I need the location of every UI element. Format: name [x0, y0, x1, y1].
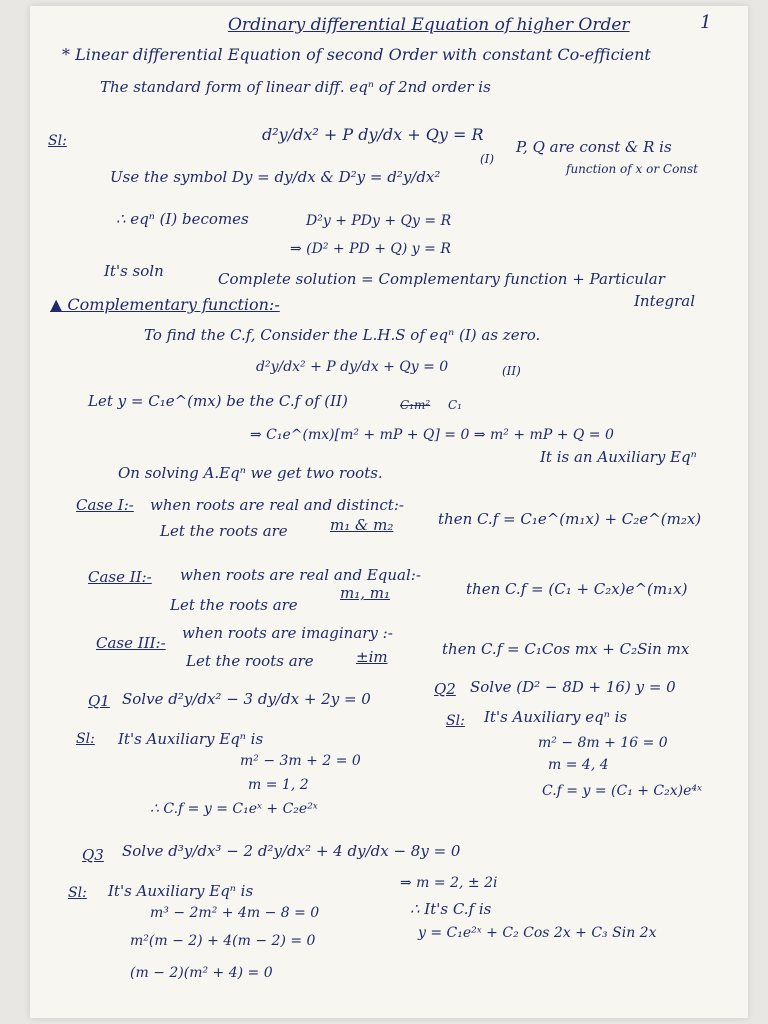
- case3-cf: then C.f = C₁Cos mx + C₂Sin mx: [442, 640, 690, 658]
- q1-aux-label: It's Auxiliary Eqⁿ is: [118, 730, 264, 748]
- q3-cf-label: ∴ It's C.f is: [410, 900, 492, 918]
- pq-note-line1: P, Q are const & R is: [516, 138, 672, 156]
- on-solving: On solving A.Eqⁿ we get two roots.: [118, 464, 383, 482]
- case2-cf: then C.f = (C₁ + C₂x)e^(m₁x): [466, 580, 688, 598]
- q2-aux-equation: m² − 8m + 16 = 0: [538, 735, 668, 751]
- q1-question: Solve d²y/dx² − 3 dy/dx + 2y = 0: [122, 690, 371, 708]
- q2-roots: m = 4, 4: [548, 757, 609, 773]
- page-title: Ordinary differential Equation of higher Order: [228, 15, 630, 35]
- equation-tag-2: (II): [502, 364, 521, 378]
- pq-note-line2: function of x or Const: [566, 162, 698, 176]
- intro-text: The standard form of linear diff. eqⁿ of 2nd order is: [100, 78, 491, 96]
- q1-aux-equation: m² − 3m + 2 = 0: [240, 753, 361, 769]
- symbol-definition: Use the symbol Dy = dy/dx & D²y = d²y/dx²: [110, 168, 441, 186]
- q3-equation-2: m²(m − 2) + 4(m − 2) = 0: [130, 933, 316, 949]
- case2-text: when roots are real and Equal:-: [180, 566, 421, 584]
- case3-roots: ±im: [356, 648, 388, 666]
- trial-solution-after: C₁: [448, 398, 462, 412]
- q3-label: Q3: [82, 846, 104, 864]
- case1-roots: m₁ & m₂: [330, 516, 394, 534]
- q1-solution-label: Sl:: [76, 731, 95, 747]
- cf-heading: ▲ Complementary function:-: [50, 295, 280, 314]
- case1-text: when roots are real and distinct:-: [150, 496, 404, 514]
- cf-intro: To find the C.f, Consider the L.H.S of eqⁿ (I) as zero.: [144, 326, 541, 344]
- section-heading: * Linear differential Equation of second Order with constant Co-efficient: [62, 45, 651, 64]
- operator-form-2: ⇒ (D² + PD + Q) y = R: [290, 241, 451, 257]
- q2-solution-label: Sl:: [446, 713, 465, 729]
- q2-label: Q2: [434, 680, 456, 698]
- q3-equation-3: (m − 2)(m² + 4) = 0: [130, 965, 273, 981]
- case3-label: Case III:-: [96, 634, 166, 652]
- page-number: 1: [700, 12, 712, 33]
- q2-cf: C.f = y = (C₁ + C₂x)e⁴ˣ: [542, 783, 702, 799]
- q2-aux-label: It's Auxiliary eqⁿ is: [484, 708, 628, 726]
- standard-equation: d²y/dx² + P dy/dx + Qy = R: [262, 125, 484, 144]
- operator-form-1: D²y + PDy + Qy = R: [306, 213, 452, 229]
- q3-solution-label: Sl:: [68, 885, 87, 901]
- its-solution-label: It's soln: [104, 262, 164, 280]
- trial-solution: Let y = C₁e^(mx) be the C.f of (II): [88, 392, 348, 410]
- equation-tag-1: (I): [480, 152, 495, 166]
- q3-roots: ⇒ m = 2, ± 2i: [400, 875, 498, 891]
- integral-word: Integral: [634, 292, 696, 310]
- q3-cf: y = C₁e²ˣ + C₂ Cos 2x + C₃ Sin 2x: [418, 925, 657, 941]
- q1-roots: m = 1, 2: [248, 777, 309, 793]
- case1-let: Let the roots are: [160, 522, 288, 540]
- case1-cf: then C.f = C₁e^(m₁x) + C₂e^(m₂x): [438, 510, 702, 528]
- q1-label: Q1: [88, 692, 110, 710]
- q3-equation-1: m³ − 2m² + 4m − 8 = 0: [150, 905, 320, 921]
- solution-label: Sl:: [48, 133, 67, 149]
- eq1-becomes-label: ∴ eqⁿ (I) becomes: [116, 210, 249, 228]
- struck-out-term: C₁m²: [400, 398, 431, 412]
- complete-solution: Complete solution = Complementary function + Particular: [218, 270, 665, 288]
- case2-roots: m₁, m₁: [340, 584, 391, 602]
- q3-aux-label: It's Auxiliary Eqⁿ is: [108, 882, 254, 900]
- q2-question: Solve (D² − 8D + 16) y = 0: [470, 678, 676, 696]
- case3-text: when roots are imaginary :-: [182, 624, 393, 642]
- case1-label: Case I:-: [76, 496, 134, 514]
- case3-let: Let the roots are: [186, 652, 314, 670]
- q1-cf: ∴ C.f = y = C₁eˣ + C₂e²ˣ: [150, 801, 318, 817]
- case2-let: Let the roots are: [170, 596, 298, 614]
- case2-label: Case II:-: [88, 568, 152, 586]
- cf-homogeneous-equation: d²y/dx² + P dy/dx + Qy = 0: [256, 359, 449, 375]
- q3-question: Solve d³y/dx³ − 2 d²y/dx² + 4 dy/dx − 8y = 0: [122, 842, 461, 860]
- auxiliary-derivation: ⇒ C₁e^(mx)[m² + mP + Q] = 0 ⇒ m² + mP + Q = 0: [250, 427, 614, 443]
- auxiliary-note: It is an Auxiliary Eqⁿ: [540, 448, 697, 466]
